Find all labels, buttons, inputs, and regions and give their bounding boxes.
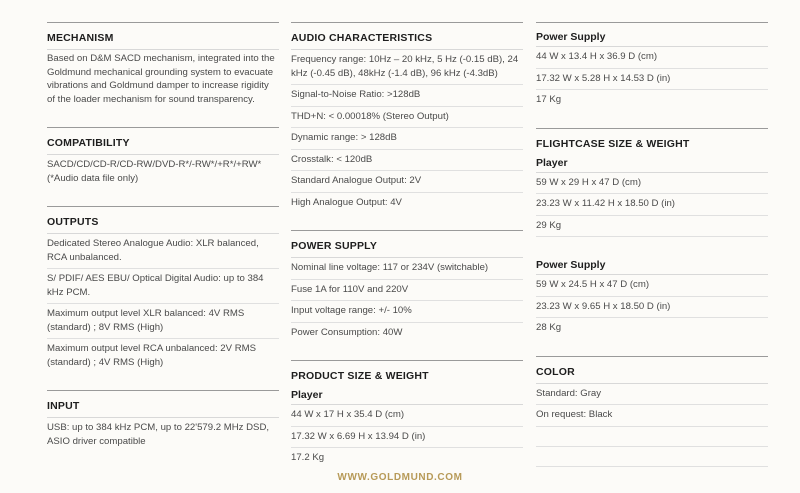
input-section [47, 390, 279, 452]
color-row: On request: Black [536, 405, 768, 427]
product-row: 17.32 W x 6.69 H x 13.94 D (in) [291, 427, 523, 449]
flightcase-player-row: 29 Kg [536, 216, 768, 238]
audio-row: High Analogue Output: 4V [291, 196, 402, 208]
input-text: USB: up to 384 kHz PCM, up to 22'579.2 MHz DSD, ASIO driver compatible [47, 422, 270, 447]
product-size-section [291, 360, 523, 469]
power-row: Fuse 1A for 110V and 220V [291, 280, 523, 302]
outputs-section [47, 206, 279, 373]
psu-size-section [536, 22, 768, 111]
color-section [536, 356, 768, 467]
audio-row: Signal-to-Noise Ratio: >128dB [291, 85, 523, 107]
outputs-row: S/ PDIF/ AES EBU/ Optical Digital Audio: up to 384 kHz PCM. [47, 269, 279, 304]
product-player-subtitle: Player [291, 387, 523, 405]
product-row: 17.2 Kg [291, 452, 325, 463]
mechanism-section [47, 22, 279, 110]
flightcase-section [536, 128, 768, 339]
compatibility-title: COMPATIBILITY [47, 128, 279, 155]
color-empty-row [536, 427, 768, 447]
audio-title: AUDIO CHARACTERISTICS [291, 23, 523, 50]
power-section [291, 230, 523, 343]
power-row: Input voltage range: +/- 10% [291, 301, 523, 323]
column-left [47, 22, 279, 469]
compatibility-section [47, 127, 279, 189]
flightcase-psu-row: 28 Kg [536, 322, 562, 333]
flightcase-player-row: 59 W x 29 H x 47 D (cm) [536, 173, 768, 195]
flightcase-player-subtitle: Player [536, 155, 768, 173]
color-title: COLOR [536, 357, 768, 384]
mechanism-text: Based on D&M SACD mechanism, integrated into the Goldmund mechanical grounding system to evacuate vibrations and Goldmund damper to increase rigidity of the loader mechanism for sound transparency. [47, 53, 275, 105]
psu-row: 17 Kg [536, 94, 562, 105]
flightcase-psu-row: 59 W x 24.5 H x 47 D (cm) [536, 275, 768, 297]
outputs-row: Maximum output level RCA unbalanced: 2V RMS (standard) ; 4V RMS (High) [47, 343, 257, 368]
flightcase-player-row: 23.23 W x 11.42 H x 18.50 D (in) [536, 194, 768, 216]
audio-row: Crosstalk: < 120dB [291, 150, 523, 172]
outputs-row: Maximum output level XLR balanced: 4V RMS (standard) ; 8V RMS (High) [47, 304, 279, 339]
audio-row: Standard Analogue Output: 2V [291, 171, 523, 193]
product-row: 44 W x 17 H x 35.4 D (cm) [291, 405, 523, 427]
power-title: POWER SUPPLY [291, 231, 523, 258]
outputs-row: Dedicated Stereo Analogue Audio: XLR balanced, RCA unbalanced. [47, 234, 279, 269]
psu-row: 17.32 W x 5.28 H x 14.53 D (in) [536, 69, 768, 91]
audio-row: THD+N: < 0.00018% (Stereo Output) [291, 107, 523, 129]
compatibility-text: SACD/CD/CD-R/CD-RW/DVD-R*/-RW*/+R*/+RW* (*Audio data file only) [47, 159, 262, 184]
input-title: INPUT [47, 391, 279, 418]
audio-section [291, 22, 523, 213]
website-link[interactable]: WWW.GOLDMUND.COM [337, 472, 463, 483]
flightcase-psu-subtitle: Power Supply [536, 251, 768, 275]
power-row: Nominal line voltage: 117 or 234V (switchable) [291, 258, 523, 280]
flightcase-psu-row: 23.23 W x 9.65 H x 18.50 D (in) [536, 297, 768, 319]
audio-row: Dynamic range: > 128dB [291, 128, 523, 150]
psu-subtitle: Power Supply [536, 23, 768, 47]
power-row: Power Consumption: 40W [291, 326, 403, 338]
product-size-title: PRODUCT SIZE & WEIGHT [291, 370, 429, 382]
psu-row: 44 W x 13.4 H x 36.9 D (cm) [536, 47, 768, 69]
outputs-title: OUTPUTS [47, 207, 279, 234]
mechanism-title: MECHANISM [47, 23, 279, 50]
column-middle [291, 22, 523, 486]
flightcase-title: FLIGHTCASE SIZE & WEIGHT [536, 137, 690, 150]
color-empty-row [536, 447, 768, 467]
audio-row: Frequency range: 10Hz – 20 kHz, 5 Hz (-0.15 dB), 24 kHz (-0.45 dB), 48kHz (-1.4 dB), 96 kHz (-4.3dB) [291, 50, 523, 85]
color-row: Standard: Gray [536, 384, 768, 406]
column-right [536, 22, 768, 484]
